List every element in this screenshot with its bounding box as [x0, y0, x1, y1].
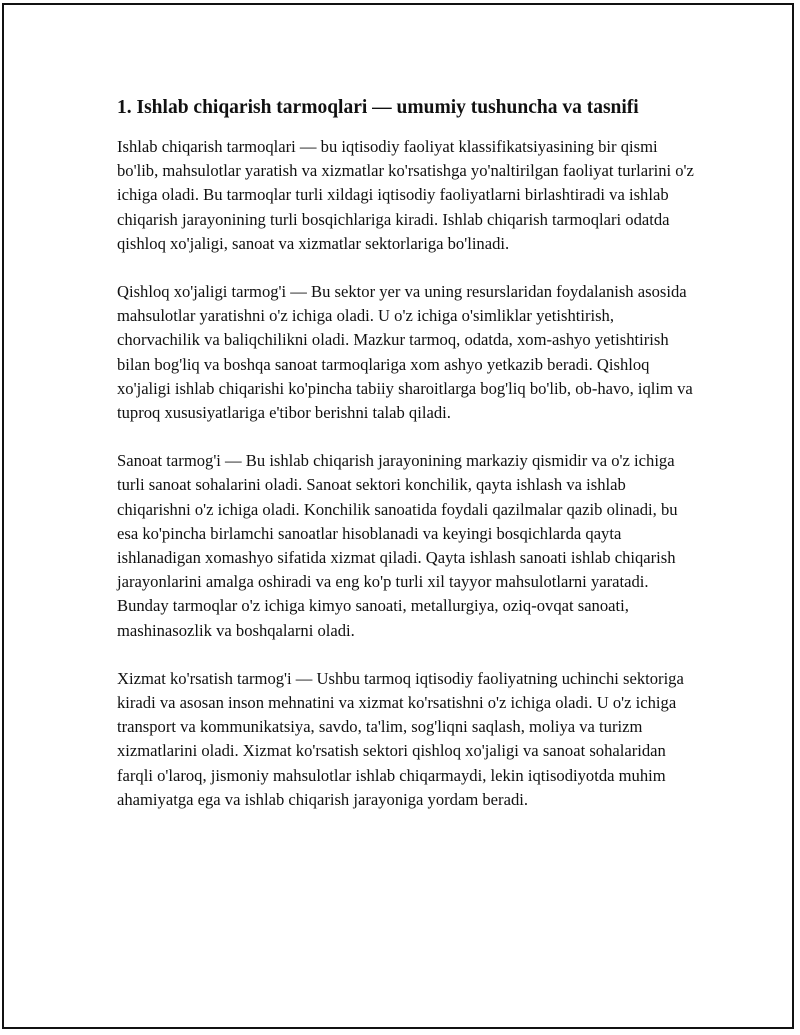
section-title: 1. Ishlab chiqarish tarmoqlari — umumiy tushuncha va tasnifi — [117, 97, 639, 118]
document-body — [117, 96, 697, 836]
paragraph-intro: Ishlab chiqarish tarmoqlari — bu iqtisodiy faoliyat klassifikatsiyasining bir qismi bo'lib, mahsulotlar yaratish va xizmatlar ko'rsatishga yo'naltirilgan faoliyat turlarini o'z ichiga oladi. Bu tarmoqlar turli xildagi iqtisodiy faoliyatlarni birlashtiradi va ishlab chiqarish jarayonining turli bosqichlariga kiradi. Ishlab chiqarish tarmoqlari odatda qishloq xo'jaligi, sanoat va xizmatlar sektorlariga bo'linadi. — [117, 137, 694, 253]
paragraph-agriculture: Qishloq xo'jaligi tarmog'i — Bu sektor yer va uning resurslaridan foydalanish asosida mahsulotlar yaratishni o'z ichiga oladi. U o'z ichiga o'simliklar yetishtirish, chorvachilik va baliqchilikni oladi. Mazkur tarmoq, odatda, xom-ashyo yetishtirish bilan bog'liq va boshqa sanoat tarmoqlariga xom ashyo yetkazib beradi. Qishloq xo'jaligi ishlab chiqarishi ko'pincha tabiiy sharoitlarga bog'liq bo'lib, ob-havo, iqlim va tuproq xususiyatlariga e'tibor berishni talab qiladi. — [117, 282, 693, 423]
paragraph-services: Xizmat ko'rsatish tarmog'i — Ushbu tarmoq iqtisodiy faoliyatning uchinchi sektoriga kiradi va asosan inson mehnatini va xizmat ko'rsatishni o'z ichiga oladi. U o'z ichiga transport va kommunikatsiya, savdo, ta'lim, sog'liqni saqlash, moliya va turizm xizmatlarini oladi. Xizmat ko'rsatish sektori qishloq xo'jaligi va sanoat sohalaridan farqli o'laroq, jismoniy mahsulotlar ishlab chiqarmaydi, lekin iqtisodiyotda muhim ahamiyatga ega va ishlab chiqarish jarayoniga yordam beradi. — [117, 668, 684, 809]
paragraph-industry: Sanoat tarmog'i — Bu ishlab chiqarish jarayonining markaziy qismidir va o'z ichiga turli sanoat sohalarini oladi. Sanoat sektori konchilik, qayta ishlash va ishlab chiqarishni o'z ichiga oladi. Konchilik sanoatida foydali qazilmalar qazib olinadi, bu esa ko'pincha birlamchi sanoatlar hisoblanadi va keyingi bosqichlarda qayta ishlanadigan xomashyo sifatida xizmat qiladi. Qayta ishlash sanoati ishlab chiqarish jarayonlarini amalga oshiradi va eng ko'p turli xil tayyor mahsulotlarni yaratadi. Bunday tarmoqlar o'z ichiga kimyo sanoati, metallurgiya, oziq-ovqat sanoati, mashinasozlik va boshqalarni oladi. — [117, 451, 678, 640]
